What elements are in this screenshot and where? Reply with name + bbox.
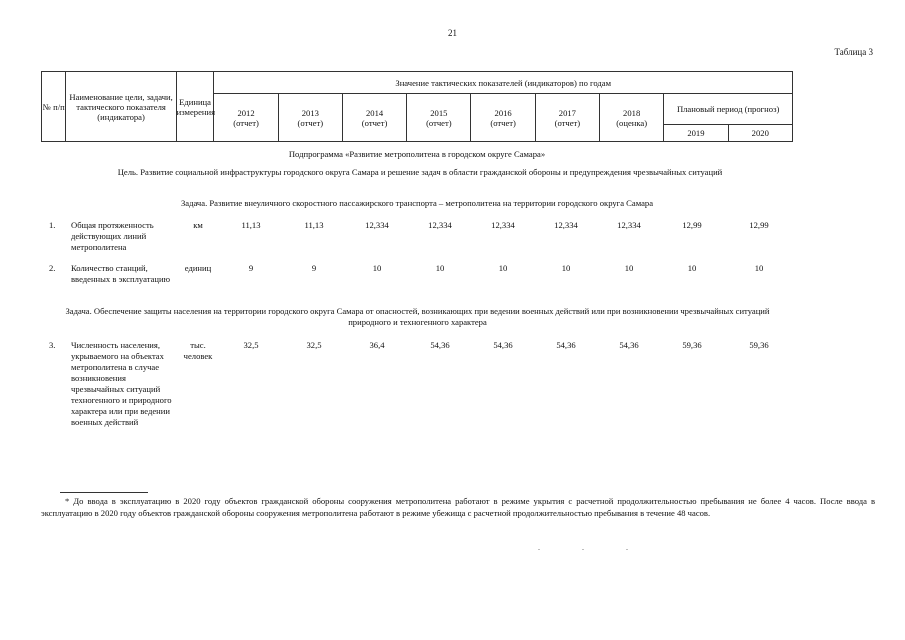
row-value: 54,36 (556, 340, 576, 350)
row-value: 12,334 (428, 220, 452, 230)
header-year: 2015 (отчет) (407, 94, 471, 142)
header-plan-period: Плановый период (прогноз) (664, 94, 793, 125)
header-name: Наименование цели, задачи, тактического показателя (индикатора) (66, 72, 176, 142)
row-indicator-name: Численность населения, укрываемого на объектах метрополитена в случае возникновения чрезвычайных ситуаций техногенного и природного характера или при ведении военных действий (71, 340, 172, 427)
row-value: 12,334 (365, 220, 389, 230)
footnote-separator (60, 492, 148, 493)
header-number: № п/п (42, 72, 66, 142)
row-value: 10 (435, 263, 445, 273)
row-value: 32,5 (243, 340, 259, 350)
subprogram-title: Подпрограмма «Развитие метрополитена в городском округе Самара» (288, 149, 546, 159)
row-indicator-name: Общая протяженность действующих линий метрополитена (71, 220, 154, 252)
row-indicator-name: Количество станций, введенных в эксплуатацию (71, 263, 170, 284)
header-values-title: Значение тактических показателей (индикаторов) по годам (214, 72, 793, 94)
footnote: * До ввода в эксплуатацию в 2020 году объектов гражданской обороны сооружения метрополитена работают в режиме укрытия с расчетной продолжительностью пребывания не более 4 часов. После ввода в эксплуатацию в 2020 году объектов гражданской обороны сооружения метрополитена работают в режиме убежища с расчетной продолжительностью пребывания в течение 48 часов. (41, 496, 875, 518)
row-value: 10 (561, 263, 571, 273)
row-value: 11,13 (304, 220, 324, 230)
row-value: 12,99 (682, 220, 702, 230)
row-value: 10 (498, 263, 508, 273)
row-value: 36,4 (369, 340, 385, 350)
row-value: 54,36 (430, 340, 450, 350)
header-unit: Единица измерения (176, 72, 214, 142)
row-value: 12,334 (617, 220, 641, 230)
row-value: 10 (754, 263, 764, 273)
row-value: 9 (311, 263, 317, 273)
header-year: 2013 (отчет) (278, 94, 342, 142)
row-value: 59,36 (682, 340, 702, 350)
row-value: 32,5 (306, 340, 322, 350)
header-year: 2012 (отчет) (214, 94, 278, 142)
header-year: 2016 (отчет) (471, 94, 535, 142)
row-value: 59,36 (749, 340, 769, 350)
task-2-text: Задача. Обеспечение защиты населения на территории городского округа Самара от опасностей, возникающих при ведении военных действий или при возникновении чрезвычайных ситуаций природного и техногенного характера (65, 306, 770, 327)
row-value: 9 (248, 263, 254, 273)
row-number: 1. (49, 220, 56, 230)
row-value: 10 (687, 263, 697, 273)
row-value: 10 (372, 263, 382, 273)
table-label: Таблица 3 (834, 47, 873, 57)
task-1-text: Задача. Развитие внеуличного скоростного пассажирского транспорта – метрополитена на территории городского округа Самара (180, 198, 654, 208)
header-year: 2018 (оценка) (600, 94, 664, 142)
page-number: 21 (448, 28, 457, 38)
header-year: 2017 (отчет) (535, 94, 599, 142)
scan-specks: . . . (538, 543, 648, 552)
row-value: 12,334 (491, 220, 515, 230)
goal-text: Цель. Развитие социальной инфраструктуры городского округа Самара и решение задач в области гражданской обороны и предупреждения чрезвычайных ситуаций (117, 167, 723, 177)
header-plan-year: 2019 (664, 125, 728, 142)
row-unit: км (193, 220, 203, 230)
row-number: 3. (49, 340, 56, 350)
row-value: 54,36 (619, 340, 639, 350)
indicators-table-header (41, 71, 793, 142)
row-unit: единиц (184, 263, 212, 273)
row-value: 12,334 (554, 220, 578, 230)
row-value: 12,99 (749, 220, 769, 230)
header-plan-year: 2020 (728, 125, 792, 142)
row-value: 11,13 (241, 220, 261, 230)
row-value: 54,36 (493, 340, 513, 350)
row-value: 10 (624, 263, 634, 273)
row-number: 2. (49, 263, 56, 273)
row-unit: тыс. человек (183, 340, 213, 361)
header-year: 2014 (отчет) (342, 94, 406, 142)
